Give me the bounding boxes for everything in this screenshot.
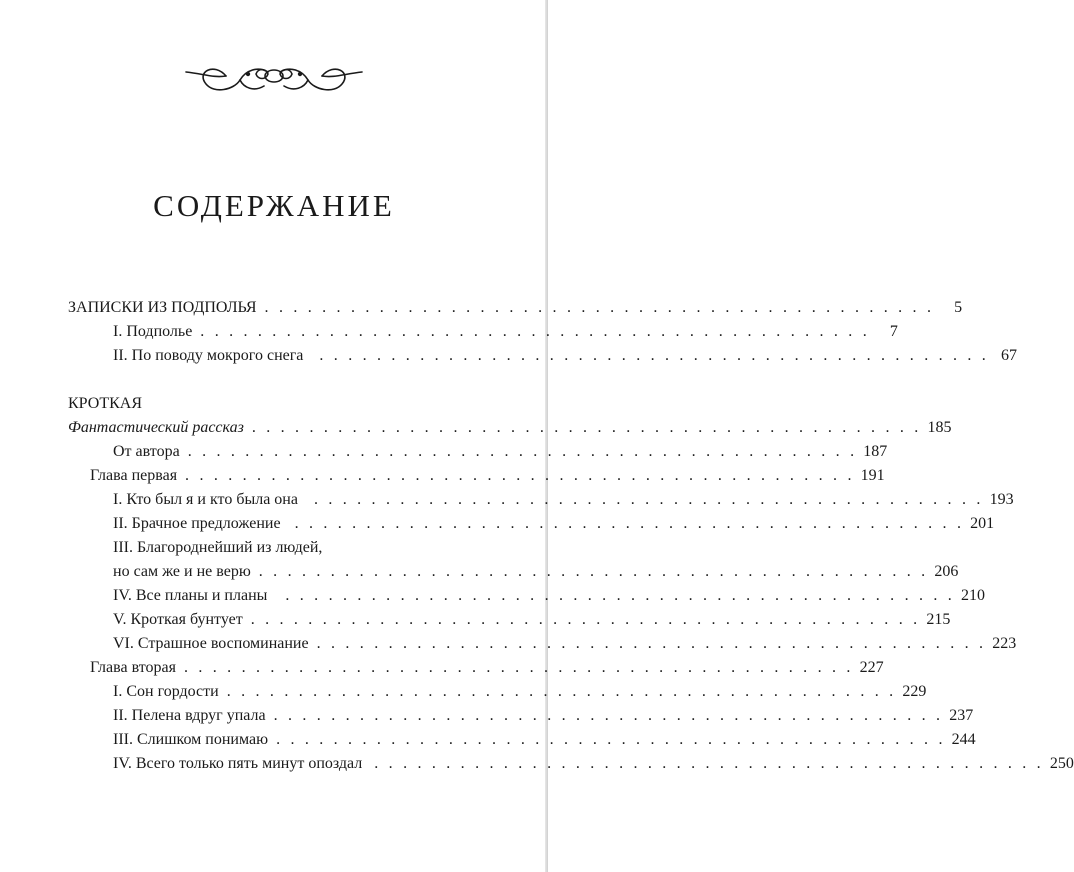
toc-entry-title: От автора <box>113 443 180 460</box>
dot-leader: . . . . . . . . . . . . . . . . . . . . . . . . . . . . . . . . . . . . . . . . . . . . . . . <box>264 299 935 316</box>
toc-entry-page: 206 <box>934 563 959 580</box>
toc-entry <box>113 442 888 462</box>
toc-entry <box>113 322 898 342</box>
dot-leader: . . . . . . . . . . . . . . . . . . . . . . . . . . . . . . . . . . . . . . . . . . . . . . . <box>251 419 922 436</box>
toc-entry-page: 185 <box>927 419 952 436</box>
toc-entry-title: Глава первая <box>90 467 178 484</box>
toc-entry-page: 67 <box>1001 347 1017 364</box>
toc-entry-title: но сам же и не верю <box>113 563 251 580</box>
toc-entry-page: 229 <box>902 683 927 700</box>
dot-leader: . . . . . . . . . . . . . . . . . . . . . . . . . . . . . . . . . . . . . . . . . . . . . . . <box>258 563 929 580</box>
toc-entry-chapter <box>90 466 885 486</box>
toc-entry-page: 227 <box>859 659 884 676</box>
toc-entry <box>113 754 1074 774</box>
toc-entry-page: 210 <box>960 587 985 604</box>
toc-entry <box>113 706 974 726</box>
dot-leader: . . . . . . . . . . . . . . . . . . . . . . . . . . . . . . . . . . . . . . . . . . . . . . . <box>226 683 897 700</box>
toc-entry-title: ЗАПИСКИ ИЗ ПОДПОЛЬЯ <box>68 299 257 316</box>
toc-entry-page: 244 <box>951 731 976 748</box>
dot-leader: . . . . . . . . . . . . . . . . . . . . . . . . . . . . . . . . . . . . . . . . . . . . . . . <box>313 491 984 508</box>
dot-leader: . . . . . . . . . . . . . . . . . . . . . . . . . . . . . . . . . . . . . . . . . . . . . . . <box>319 347 989 364</box>
toc-entry-page: 193 <box>989 491 1014 508</box>
toc-entry <box>113 610 951 630</box>
dot-leader: . . . . . . . . . . . . . . . . . . . . . . . . . . . . . . . . . . . . . . . . . . . . . . . <box>200 323 870 340</box>
dot-leader: . . . . . . . . . . . . . . . . . . . . . . . . . . . . . . . . . . . . . . . . . . . . . . . <box>294 515 965 532</box>
toc-entry-page: 223 <box>992 635 1017 652</box>
dot-leader: . . . . . . . . . . . . . . . . . . . . . . . . . . . . . . . . . . . . . . . . . . . . . . . <box>250 611 921 628</box>
dot-leader: . . . . . . . . . . . . . . . . . . . . . . . . . . . . . . . . . . . . . . . . . . . . . . . <box>374 755 1044 772</box>
toc-entry <box>113 634 1017 654</box>
dot-leader: . . . . . . . . . . . . . . . . . . . . . . . . . . . . . . . . . . . . . . . . . . . . . . . <box>276 731 946 748</box>
toc-entry-title: IV. Всего только пять минут опоздал <box>113 755 363 772</box>
toc-entry-page: 201 <box>970 515 995 532</box>
toc-entry <box>113 346 1017 366</box>
toc-entry-page: 237 <box>949 707 974 724</box>
dot-leader: . . . . . . . . . . . . . . . . . . . . . . . . . . . . . . . . . . . . . . . . . . . . . . . <box>316 635 987 652</box>
toc-entry-title: IV. Все планы и планы <box>113 587 268 604</box>
toc-entry-title: III. Слишком понимаю <box>113 731 269 748</box>
toc-entry-page: 5 <box>954 299 963 316</box>
dot-leader: . . . . . . . . . . . . . . . . . . . . . . . . . . . . . . . . . . . . . . . . . . . . . . . <box>285 587 955 604</box>
toc-entry-title: I. Сон гордости <box>113 683 219 700</box>
toc-entry-page: 191 <box>860 467 885 484</box>
toc-entry-notes-underground <box>68 298 963 318</box>
toc-entry <box>113 586 985 606</box>
dot-leader: . . . . . . . . . . . . . . . . . . . . . . . . . . . . . . . . . . . . . . . . . . . . . . . <box>187 443 858 460</box>
toc-entry-page: 250 <box>1049 755 1074 772</box>
toc-entry-page: 215 <box>926 611 951 628</box>
section-title-krotkaya: КРОТКАЯ <box>68 395 142 412</box>
toc-entry <box>113 514 995 534</box>
toc-entry-title: Глава вторая <box>90 659 176 676</box>
toc-entry <box>113 490 1014 510</box>
toc-entry <box>113 682 927 702</box>
toc-entry-title: II. Брачное предложение <box>113 515 281 532</box>
page-title: СОДЕРЖАНИЕ <box>153 188 395 223</box>
toc-entry-title: VI. Страшное воспоминание <box>113 635 309 652</box>
toc-entry-page: 187 <box>863 443 888 460</box>
toc-entry-title: II. По поводу мокрого снега <box>113 347 304 364</box>
toc-entry-title: III. Благороднейший из людей, <box>113 539 323 556</box>
toc-entry-page: 7 <box>889 323 898 340</box>
toc-entry-chapter <box>90 658 884 678</box>
toc-entry-subtitle <box>68 418 952 438</box>
toc-entry-title: Фантастический рассказ <box>68 419 244 436</box>
toc-entry-title: I. Подполье <box>113 323 193 340</box>
dot-leader: . . . . . . . . . . . . . . . . . . . . . . . . . . . . . . . . . . . . . . . . . . . . . . . <box>273 707 944 724</box>
toc-entry <box>113 538 472 558</box>
toc-entry <box>113 562 959 582</box>
dot-leader: . . . . . . . . . . . . . . . . . . . . . . . . . . . . . . . . . . . . . . . . . . . . . . . <box>183 659 854 676</box>
dot-leader: . . . . . . . . . . . . . . . . . . . . . . . . . . . . . . . . . . . . . . . . . . . . . . . <box>185 467 855 484</box>
toc-entry-title: II. Пелена вдруг упала <box>113 707 266 724</box>
toc-entry <box>113 730 976 750</box>
toc-entry-title: V. Кроткая бунтует <box>113 611 243 628</box>
toc-entry-title: I. Кто был я и кто была она <box>113 491 298 508</box>
